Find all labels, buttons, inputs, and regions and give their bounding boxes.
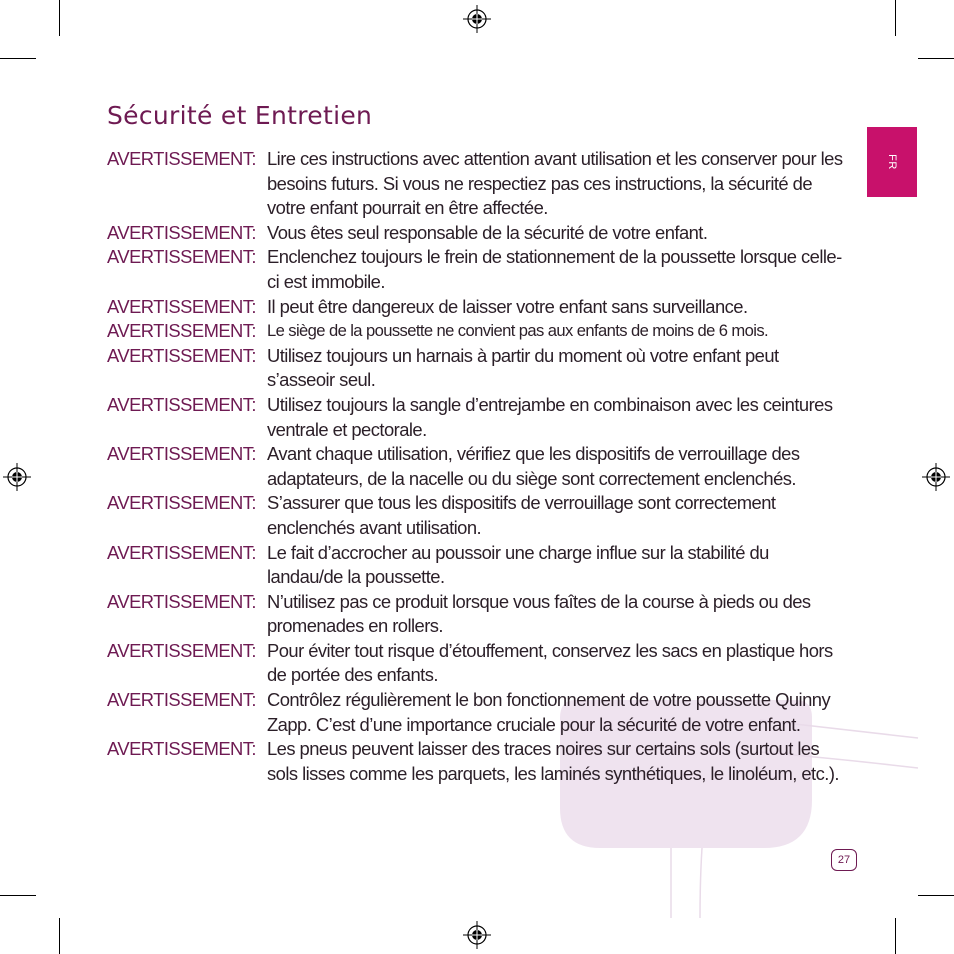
warning-label: AVERTISSEMENT: <box>107 738 256 760</box>
warning-text: Utilisez toujours un harnais à partir du moment où votre enfant peut s’asseoir seul. <box>267 344 779 391</box>
warning-text: Utilisez toujours la sangle d’entrejambe en combinaison avec les ceintures ventrale et pectorale. <box>267 393 833 440</box>
warning-label: AVERTISSEMENT: <box>107 443 256 465</box>
crop-mark <box>895 0 896 36</box>
warning-text: Lire ces instructions avec attention avant utilisation et les conserver pour les besoins futurs. Si vous ne respectiez pas ces instructions, la sécurité de votre enfant pourrait en être affectée. <box>267 148 843 219</box>
warning-text: Enclenchez toujours le frein de stationnement de la poussette lorsque celle-ci est immobile. <box>267 246 842 292</box>
warning-label: AVERTISSEMENT: <box>107 541 256 563</box>
warning-text: Pour éviter tout risque d’étouffement, conservez les sacs en plastique hors de portée des enfants. <box>267 639 833 686</box>
warning-label: AVERTISSEMENT: <box>107 492 256 514</box>
warning-list <box>107 147 847 786</box>
warning-text: Les pneus peuvent laisser des traces noires sur certains sols (surtout les sols lisses comme les parquets, les laminés synthétiques, le linoléum, etc.). <box>267 738 839 784</box>
warning-item <box>107 737 847 786</box>
registration-mark-icon <box>463 5 491 33</box>
warning-item <box>107 319 847 344</box>
warning-item <box>107 491 847 540</box>
warning-text: Vous êtes seul responsable de la sécurité de votre enfant. <box>267 221 708 243</box>
warning-item <box>107 688 847 737</box>
warning-item <box>107 221 847 246</box>
warning-label: AVERTISSEMENT: <box>107 344 256 366</box>
warning-text: S’assurer que tous les dispositifs de verrouillage sont correctement enclenchés avant utilisation. <box>267 492 776 538</box>
crop-mark <box>918 58 954 59</box>
warning-text: Il peut être dangereux de laisser votre enfant sans surveillance. <box>267 295 748 317</box>
crop-mark <box>0 58 36 59</box>
registration-mark-icon <box>463 921 491 949</box>
warning-text: Avant chaque utilisation, vérifiez que les dispositifs de verrouillage des adaptateurs, de la nacelle ou du siège sont correctement enclenchés. <box>267 443 800 489</box>
warning-item <box>107 295 847 320</box>
warning-item <box>107 541 847 590</box>
warning-label: AVERTISSEMENT: <box>107 689 256 711</box>
language-tab-label: FR <box>886 154 898 170</box>
warning-label: AVERTISSEMENT: <box>107 221 256 243</box>
warning-label: AVERTISSEMENT: <box>107 295 256 317</box>
crop-mark <box>0 895 36 896</box>
warning-label: AVERTISSEMENT: <box>107 148 256 169</box>
warning-item <box>107 344 847 393</box>
language-tab <box>867 127 917 197</box>
page-number: 27 <box>831 849 857 871</box>
crop-mark <box>918 895 954 896</box>
warning-label: AVERTISSEMENT: <box>107 393 256 415</box>
warning-item <box>107 639 847 688</box>
registration-mark-icon <box>3 463 31 491</box>
warning-item <box>107 245 847 294</box>
warning-label: AVERTISSEMENT: <box>107 590 256 612</box>
warning-item <box>107 590 847 639</box>
page-title: Sécurité et Entretien <box>107 101 373 130</box>
warning-label: AVERTISSEMENT: <box>107 639 256 661</box>
crop-mark <box>59 0 60 36</box>
warning-item <box>107 442 847 491</box>
warning-label: AVERTISSEMENT: <box>107 246 256 268</box>
warning-text: Le fait d’accrocher au poussoir une charge influe sur la stabilité du landau/de la poussette. <box>267 541 769 588</box>
crop-mark <box>59 918 60 954</box>
warning-text: Le siège de la poussette ne convient pas aux enfants de moins de 6 mois. <box>267 321 769 341</box>
warning-text: N’utilisez pas ce produit lorsque vous faîtes de la course à pieds ou des promenades en rollers. <box>267 590 811 637</box>
crop-mark <box>895 918 896 954</box>
warning-item <box>107 147 847 221</box>
warning-label: AVERTISSEMENT: <box>107 320 256 342</box>
warning-item <box>107 393 847 442</box>
registration-mark-icon <box>922 463 950 491</box>
warning-text: Contrôlez régulièrement le bon fonctionnement de votre poussette Quinny Zapp. C’est d’une importance cruciale pour la sécurité de votre enfant. <box>267 689 831 735</box>
